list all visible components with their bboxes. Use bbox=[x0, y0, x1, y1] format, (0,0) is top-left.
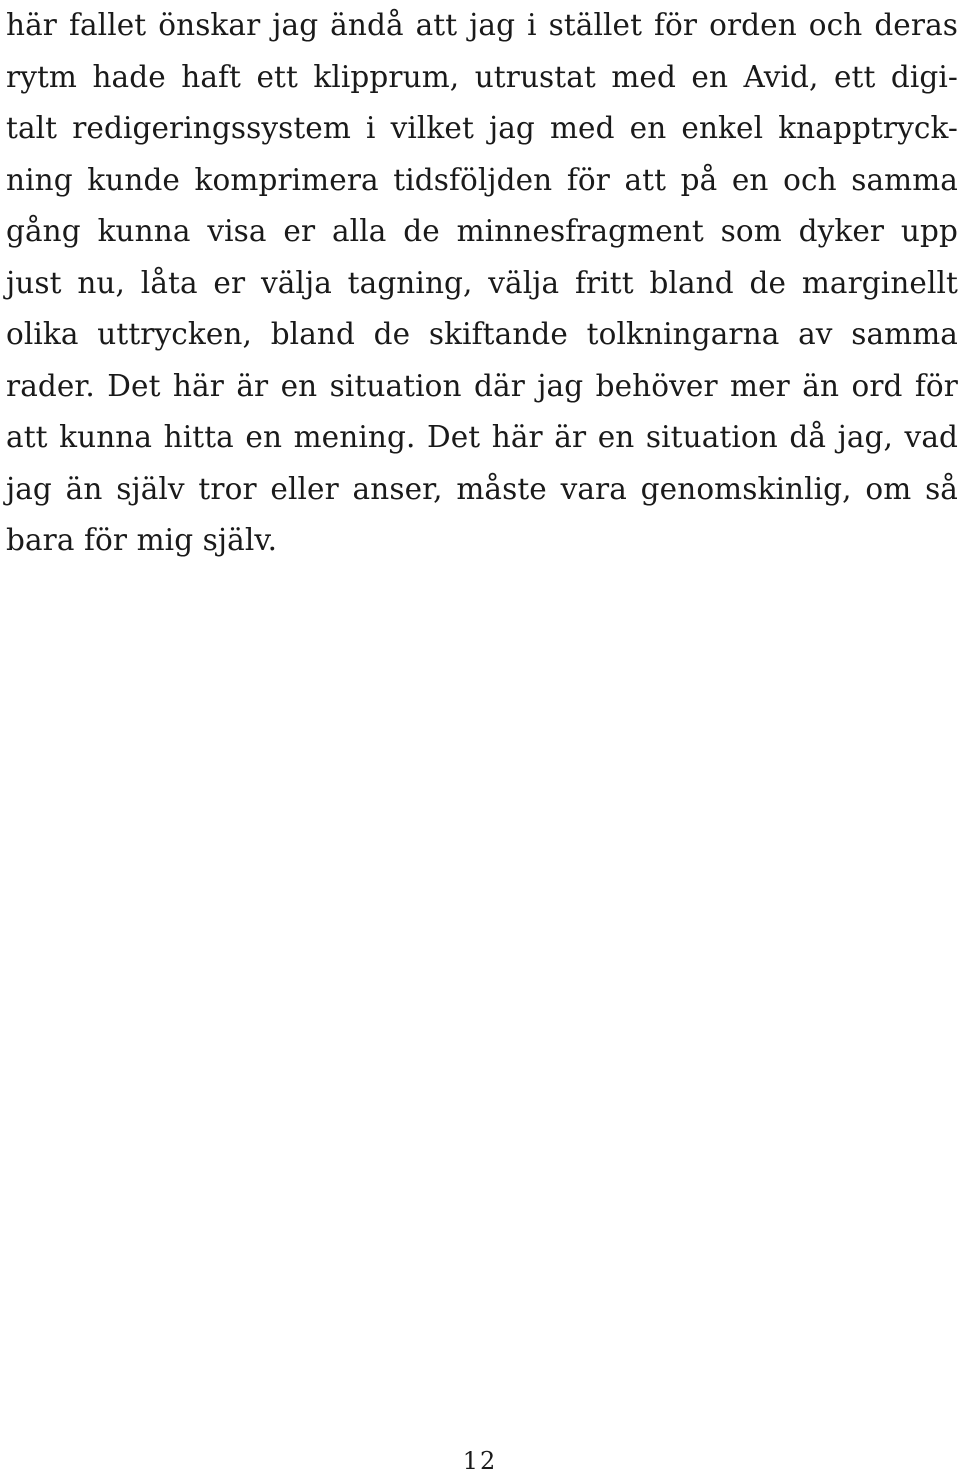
text-line-2: rytm hade haft ett klipprum, utrustat med en Avid, ett digi- bbox=[6, 59, 958, 94]
body-paragraph bbox=[6, 0, 958, 567]
text-line-4: ning kunde komprimera tidsföljden för att på en och samma bbox=[6, 162, 958, 197]
text-line-1: här fallet önskar jag ändå att jag i stället för orden och deras bbox=[6, 8, 958, 42]
text-line-6: just nu, låta er välja tagning, välja fritt bland de marginellt bbox=[6, 265, 958, 300]
text-line-5: gång kunna visa er alla de minnesfragment som dyker upp bbox=[6, 214, 958, 248]
text-line-10: jag än själv tror eller anser, måste vara genomskinlig, om så bbox=[6, 471, 958, 506]
page-number: 12 bbox=[462, 1447, 498, 1475]
text-line-7: olika uttrycken, bland de skiftande tolkningarna av samma bbox=[6, 317, 958, 351]
text-line-8: rader. Det här är en situation där jag behöver mer än ord för bbox=[6, 368, 958, 403]
text-line-3: talt redigeringssystem i vilket jag med en enkel knapptryck- bbox=[6, 111, 958, 145]
text-line-11: bara för mig själv. bbox=[6, 523, 278, 557]
text-line-9: att kunna hitta en mening. Det här är en situation då jag, vad bbox=[6, 420, 958, 454]
